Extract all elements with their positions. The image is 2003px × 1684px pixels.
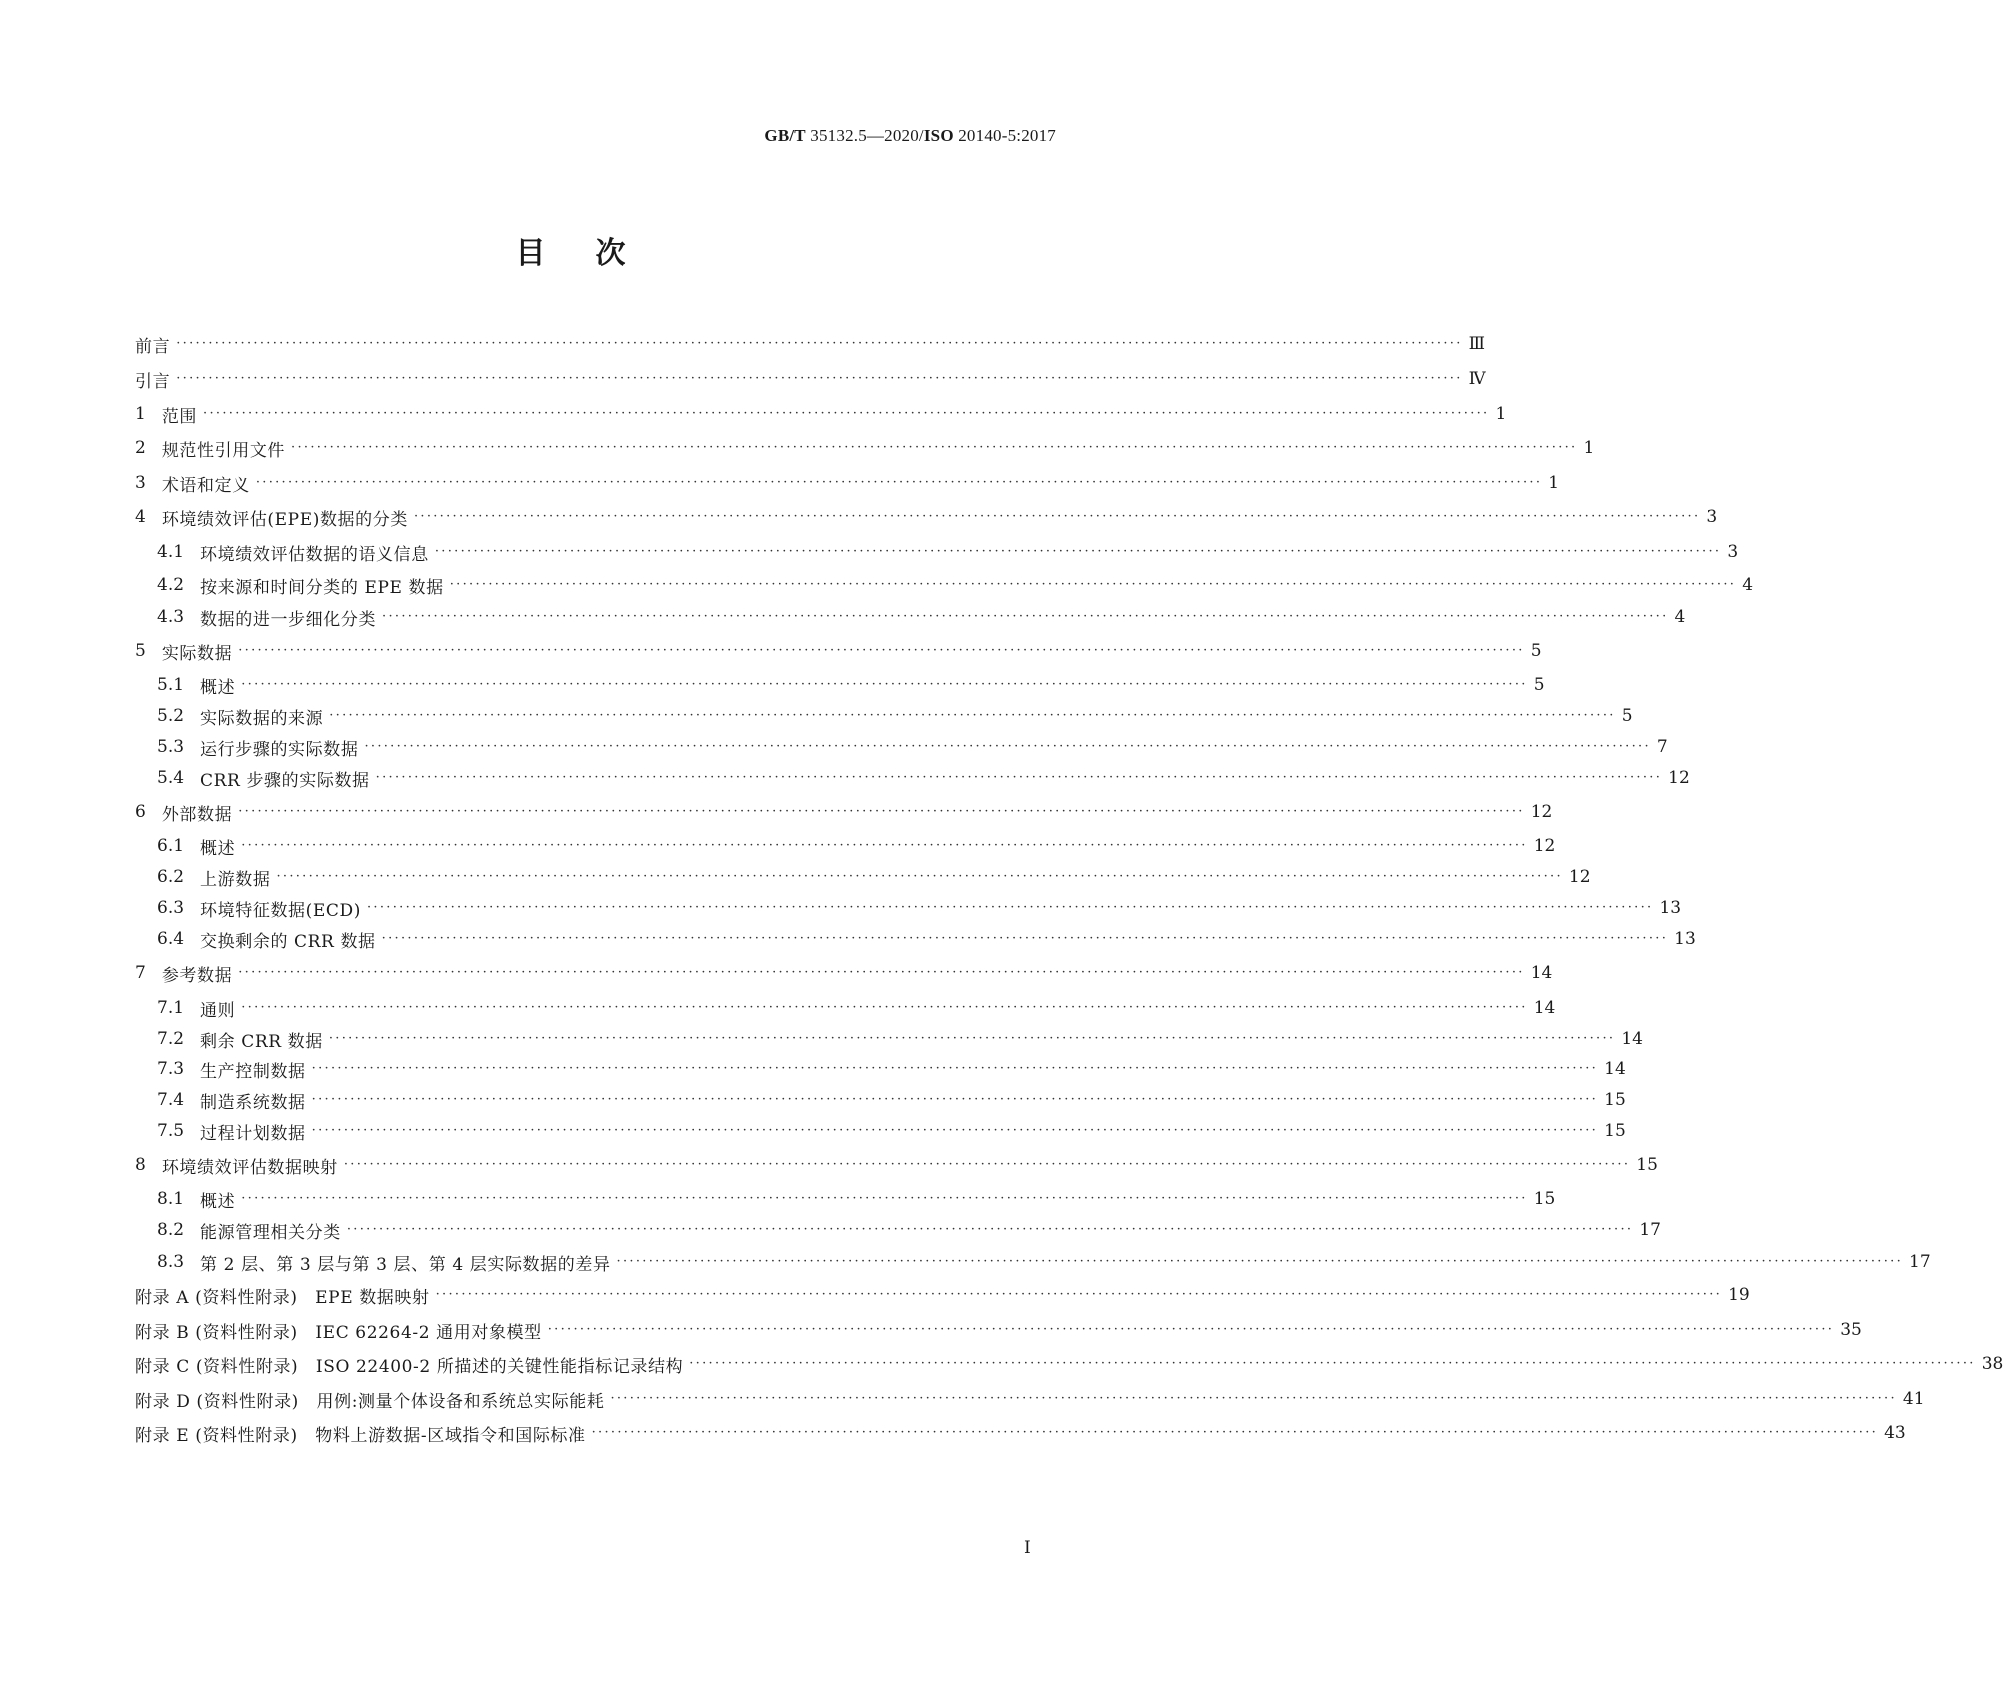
toc-entry-number: 5.2 bbox=[157, 706, 185, 726]
toc-entry[interactable] bbox=[135, 1088, 1626, 1113]
toc-entry-label: 附录 B (资料性附录) IEC 62264-2 通用对象模型 bbox=[135, 1322, 542, 1343]
toc-entry[interactable] bbox=[135, 1283, 1750, 1308]
toc-dot-leader: ········································································································································································································ bbox=[176, 336, 1463, 351]
toc-dot-leader: ········································································································································································································ bbox=[291, 440, 1578, 455]
toc-entry-page: Ⅲ bbox=[1468, 334, 1486, 354]
toc-entry-page: 7 bbox=[1656, 737, 1668, 757]
toc-entry-number: 8 bbox=[135, 1155, 146, 1175]
document-code bbox=[764, 126, 1056, 146]
toc-entry-label: 概述 bbox=[200, 677, 236, 698]
toc-entry-page: 1 bbox=[1583, 438, 1595, 458]
toc-entry[interactable] bbox=[135, 540, 1739, 565]
toc-dot-leader: ········································································································································································································ bbox=[366, 900, 1654, 915]
toc-entry-label: 引言 bbox=[135, 371, 171, 392]
toc-entry-page: 41 bbox=[1902, 1389, 1925, 1409]
toc-dot-leader: ········································································································································································································ bbox=[591, 1425, 1879, 1440]
toc-entry-number: 4.1 bbox=[157, 542, 185, 562]
toc-entry-number: 1 bbox=[135, 404, 146, 424]
toc-dot-leader: ········································································································································································································ bbox=[610, 1391, 1897, 1406]
toc-entry-page: 12 bbox=[1668, 768, 1690, 788]
toc-entry-number: 6 bbox=[135, 802, 146, 822]
toc-entry[interactable] bbox=[135, 436, 1595, 461]
toc-entry-label: 环境特征数据(ECD) bbox=[200, 900, 361, 921]
toc-dot-leader: ········································································································································································································ bbox=[689, 1356, 1976, 1371]
toc-entry-label: 附录 D (资料性附录) 用例:测量个体设备和系统总实际能耗 bbox=[135, 1391, 605, 1412]
toc-entry-label: 数据的进一步细化分类 bbox=[200, 609, 377, 630]
toc-entry-label: 能源管理相关分类 bbox=[200, 1222, 341, 1243]
toc-entry-page: 3 bbox=[1706, 507, 1718, 527]
toc-entry-number: 5.1 bbox=[157, 675, 185, 695]
toc-entry-label: 范围 bbox=[161, 406, 198, 427]
toc-dot-leader: ········································································································································································································ bbox=[276, 869, 1563, 884]
toc-entry-label: 附录 A (资料性附录) EPE 数据映射 bbox=[135, 1287, 430, 1308]
toc-entry-number: 7.4 bbox=[157, 1090, 185, 1110]
toc-entry-page: 4 bbox=[1742, 575, 1754, 595]
toc-dot-leader: ········································································································································································································ bbox=[238, 804, 1525, 819]
toc-dot-leader: ········································································································································································································ bbox=[241, 677, 1528, 692]
toc-entry-number: 5 bbox=[135, 641, 146, 661]
toc-entry[interactable] bbox=[135, 332, 1486, 357]
toc-entry-page: 43 bbox=[1884, 1423, 1906, 1443]
toc-entry-number: 4.3 bbox=[157, 607, 185, 627]
toc-dot-leader: ········································································································································································································ bbox=[382, 609, 1669, 624]
toc-entry-number: 3 bbox=[135, 473, 146, 493]
toc-entry[interactable] bbox=[135, 605, 1686, 630]
toc-entry-label: 实际数据 bbox=[161, 643, 233, 664]
toc-entry-page: 12 bbox=[1530, 802, 1553, 822]
toc-dot-leader: ········································································································································································································ bbox=[328, 1031, 1616, 1046]
toc-entry-label: 制造系统数据 bbox=[200, 1092, 306, 1113]
toc-entry-number: 7.3 bbox=[157, 1059, 185, 1079]
toc-entry-number: 5.3 bbox=[157, 737, 185, 757]
toc-entry[interactable] bbox=[135, 573, 1754, 598]
toc-entry[interactable] bbox=[135, 1318, 1862, 1343]
toc-entry-label: 外部数据 bbox=[161, 804, 233, 825]
toc-entry-page: 14 bbox=[1604, 1059, 1626, 1079]
toc-entry-number: 2 bbox=[135, 438, 146, 458]
toc-entry[interactable] bbox=[135, 505, 1718, 530]
toc-dot-leader: ········································································································································································································ bbox=[255, 475, 1543, 490]
page-title: 目次 bbox=[515, 236, 676, 271]
toc-entry-page: Ⅳ bbox=[1468, 369, 1486, 389]
toc-dot-leader: ········································································································································································································ bbox=[343, 1157, 1631, 1172]
toc-entry[interactable] bbox=[135, 1027, 1643, 1052]
toc-entry-label: 概述 bbox=[200, 838, 236, 859]
toc-entry[interactable] bbox=[135, 1119, 1626, 1144]
toc-entry-number: 6.2 bbox=[157, 867, 185, 887]
toc-dot-leader: ········································································································································································································ bbox=[238, 643, 1525, 658]
toc-entry-label: 通则 bbox=[200, 1000, 236, 1021]
toc-entry-label: 按来源和时间分类的 EPE 数据 bbox=[200, 577, 444, 598]
document-code-iso: ISO bbox=[923, 126, 954, 145]
toc-entry[interactable] bbox=[135, 1250, 1931, 1275]
toc-entry[interactable] bbox=[135, 471, 1560, 496]
toc-entry-page: 3 bbox=[1727, 542, 1739, 562]
toc-entry[interactable] bbox=[135, 367, 1486, 392]
toc-dot-leader: ········································································································································································································ bbox=[241, 1000, 1528, 1015]
toc-entry[interactable] bbox=[135, 1352, 2003, 1377]
toc-entry-page: 5 bbox=[1621, 706, 1633, 726]
toc-dot-leader: ········································································································································································································ bbox=[449, 577, 1737, 592]
toc-entry-number: 8.2 bbox=[157, 1220, 185, 1240]
toc-entry-label: 生产控制数据 bbox=[200, 1061, 306, 1082]
toc-entry-label: 第 2 层、第 3 层与第 3 层、第 4 层实际数据的差异 bbox=[200, 1254, 611, 1275]
toc-dot-leader: ········································································································································································································ bbox=[364, 739, 1651, 754]
toc-entry-page: 5 bbox=[1533, 675, 1545, 695]
toc-entry-page: 1 bbox=[1548, 473, 1560, 493]
document-code-iso-number: 20140-5:2017 bbox=[953, 126, 1056, 145]
toc-dot-leader: ········································································································································································································ bbox=[241, 838, 1528, 853]
toc-entry-label: 运行步骤的实际数据 bbox=[200, 739, 359, 760]
toc-entry-label: 实际数据的来源 bbox=[200, 708, 324, 729]
toc-entry[interactable] bbox=[135, 896, 1682, 921]
toc-entry-number: 6.4 bbox=[157, 929, 185, 949]
toc-dot-leader: ········································································································································································································ bbox=[311, 1092, 1599, 1107]
toc-entry-number: 6.3 bbox=[157, 898, 185, 918]
toc-entry-label: 附录 C (资料性附录) ISO 22400-2 所描述的关键性能指标记录结构 bbox=[135, 1356, 684, 1377]
toc-entry-number: 4 bbox=[135, 507, 146, 527]
document-code-gb-number: 35132.5—2020/ bbox=[805, 126, 924, 145]
toc-entry[interactable] bbox=[135, 996, 1556, 1021]
toc-entry-number: 4.2 bbox=[157, 575, 185, 595]
toc-entry[interactable] bbox=[135, 704, 1633, 729]
toc-entry[interactable] bbox=[135, 673, 1545, 698]
toc-entry-label: 过程计划数据 bbox=[200, 1123, 306, 1144]
toc-entry-label: 交换剩余的 CRR 数据 bbox=[200, 931, 376, 952]
toc-entry-page: 15 bbox=[1636, 1155, 1658, 1175]
toc-entry-page: 13 bbox=[1659, 898, 1682, 918]
toc-entry-number: 5.4 bbox=[157, 768, 185, 788]
toc-dot-leader: ········································································································································································································ bbox=[311, 1123, 1599, 1138]
toc-entry[interactable] bbox=[135, 1387, 1925, 1412]
toc-entry[interactable] bbox=[135, 639, 1542, 664]
toc-entry-label: CRR 步骤的实际数据 bbox=[200, 770, 370, 791]
toc-entry-number: 7.2 bbox=[157, 1029, 185, 1049]
toc-entry[interactable] bbox=[135, 834, 1556, 859]
toc-dot-leader: ········································································································································································································ bbox=[547, 1322, 1835, 1337]
toc-entry[interactable] bbox=[135, 800, 1553, 825]
toc-entry-number: 7 bbox=[135, 963, 146, 983]
toc-entry-number: 7.5 bbox=[157, 1121, 185, 1141]
toc-entry-number: 7.1 bbox=[157, 998, 185, 1018]
toc-entry[interactable] bbox=[135, 735, 1668, 760]
page-number: I bbox=[1024, 1538, 1031, 1558]
toc-entry-label: 术语和定义 bbox=[161, 475, 250, 496]
toc-entry-page: 14 bbox=[1533, 998, 1556, 1018]
toc-entry-page: 15 bbox=[1533, 1189, 1556, 1209]
toc-entry-page: 5 bbox=[1530, 641, 1542, 661]
toc-entry-page: 35 bbox=[1840, 1320, 1862, 1340]
toc-entry[interactable] bbox=[135, 1187, 1556, 1212]
toc-entry[interactable] bbox=[135, 865, 1591, 890]
toc-dot-leader: ········································································································································································································ bbox=[346, 1222, 1634, 1237]
toc-entry-label: 剩余 CRR 数据 bbox=[200, 1031, 323, 1052]
toc-dot-leader: ········································································································································································································ bbox=[329, 708, 1616, 723]
toc-dot-leader: ········································································································································································································ bbox=[311, 1061, 1599, 1076]
toc-dot-leader: ········································································································································································································ bbox=[413, 509, 1701, 524]
toc-entry-number: 8.3 bbox=[157, 1252, 185, 1272]
toc-entry-label: 参考数据 bbox=[161, 965, 233, 986]
toc-entry-label: 环境绩效评估数据的语义信息 bbox=[200, 544, 429, 565]
toc-entry-page: 38 bbox=[1981, 1354, 2003, 1374]
toc-dot-leader: ········································································································································································································ bbox=[241, 1191, 1528, 1206]
toc-entry-label: 附录 E (资料性附录) 物料上游数据-区域指令和国际标准 bbox=[135, 1425, 586, 1446]
toc-entry-page: 1 bbox=[1495, 404, 1507, 424]
toc-entry-page: 19 bbox=[1728, 1285, 1750, 1305]
toc-entry[interactable] bbox=[135, 1218, 1661, 1243]
toc-entry-label: 概述 bbox=[200, 1191, 236, 1212]
toc-dot-leader: ········································································································································································································ bbox=[616, 1254, 1904, 1269]
document-code-gb: GB/T bbox=[764, 126, 806, 145]
toc-entry-label: 前言 bbox=[135, 336, 171, 357]
toc-entry-page: 13 bbox=[1674, 929, 1696, 949]
toc-entry[interactable] bbox=[135, 402, 1507, 427]
toc-entry-page: 12 bbox=[1533, 836, 1556, 856]
toc-entry[interactable] bbox=[135, 1153, 1658, 1178]
toc-dot-leader: ········································································································································································································ bbox=[375, 770, 1663, 785]
toc-entry-page: 15 bbox=[1604, 1121, 1626, 1141]
toc-entry[interactable] bbox=[135, 961, 1553, 986]
toc-entry-page: 17 bbox=[1639, 1220, 1661, 1240]
toc-entry[interactable] bbox=[135, 927, 1696, 952]
toc-entry-label: 环境绩效评估(EPE)数据的分类 bbox=[161, 509, 408, 530]
toc-entry-page: 4 bbox=[1674, 607, 1686, 627]
toc-dot-leader: ········································································································································································································ bbox=[176, 371, 1463, 386]
toc-dot-leader: ········································································································································································································ bbox=[203, 406, 1490, 421]
toc-entry[interactable] bbox=[135, 1057, 1626, 1082]
toc-entry-page: 14 bbox=[1530, 963, 1553, 983]
toc-dot-leader: ········································································································································································································ bbox=[434, 544, 1722, 559]
toc-entry-number: 6.1 bbox=[157, 836, 185, 856]
toc-entry-page: 14 bbox=[1621, 1029, 1643, 1049]
toc-dot-leader: ········································································································································································································ bbox=[238, 965, 1525, 980]
toc-dot-leader: ········································································································································································································ bbox=[435, 1287, 1723, 1302]
toc-entry[interactable] bbox=[135, 1421, 1906, 1446]
toc-entry-label: 上游数据 bbox=[200, 869, 271, 890]
toc-dot-leader: ········································································································································································································ bbox=[381, 931, 1669, 946]
toc-entry-page: 12 bbox=[1568, 867, 1591, 887]
toc-entry-page: 17 bbox=[1909, 1252, 1931, 1272]
toc-entry-label: 环境绩效评估数据映射 bbox=[161, 1157, 338, 1178]
toc-entry-label: 规范性引用文件 bbox=[161, 440, 286, 461]
toc-entry-page: 15 bbox=[1604, 1090, 1626, 1110]
toc-entry[interactable] bbox=[135, 766, 1690, 791]
toc-entry-number: 8.1 bbox=[157, 1189, 185, 1209]
